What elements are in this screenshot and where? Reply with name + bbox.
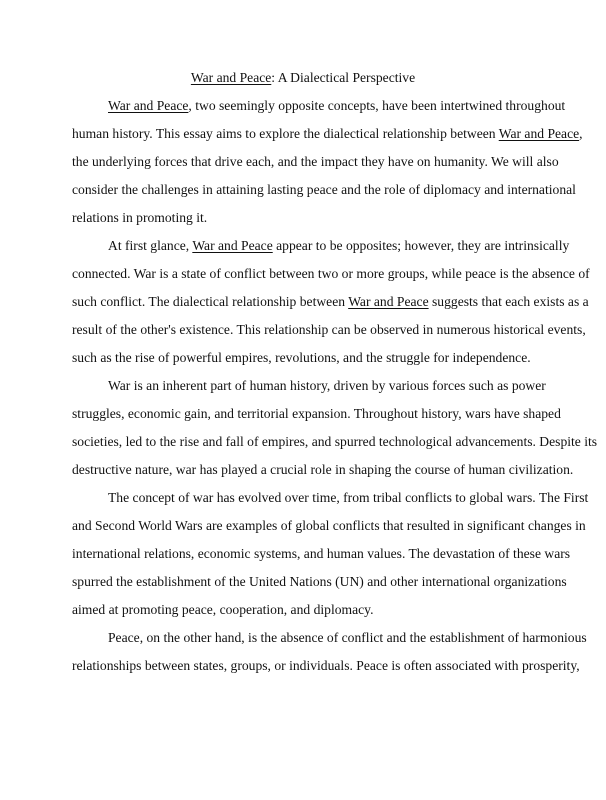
text-line bbox=[72, 232, 570, 260]
text-line bbox=[72, 428, 598, 456]
text-run: relations in promoting it. bbox=[72, 210, 208, 225]
text-line bbox=[72, 400, 561, 428]
text-line bbox=[72, 260, 590, 288]
text-run: , two seemingly opposite concepts, have been intertwined throughout bbox=[188, 98, 566, 113]
text-run: destructive nature, war has played a crucial role in shaping the course of human civilization. bbox=[72, 462, 574, 477]
text-run: suggests that each exists as a bbox=[428, 294, 589, 309]
text-line bbox=[72, 176, 576, 204]
document-page bbox=[72, 64, 598, 680]
text-line bbox=[72, 204, 534, 232]
text-run: the underlying forces that drive each, and the impact they have on humanity. We will also bbox=[72, 154, 559, 169]
text-line bbox=[72, 484, 589, 512]
text-run: result of the other's existence. This relationship can be observed in numerous historical events, bbox=[72, 322, 586, 337]
text-line bbox=[72, 372, 546, 400]
text-line bbox=[72, 512, 586, 540]
paragraph bbox=[72, 484, 589, 624]
text-run: international relations, economic systems, and human values. The devastation of these wars bbox=[72, 546, 571, 561]
text-run: aimed at promoting peace, cooperation, and diplomacy. bbox=[72, 602, 374, 617]
text-line bbox=[72, 120, 583, 148]
text-run: relationships between states, groups, or individuals. Peace is often associated with prosperity, bbox=[72, 658, 580, 673]
title-underlined-text: War and Peace bbox=[190, 70, 272, 85]
document-body bbox=[72, 92, 598, 680]
text-run: such conflict. The dialectical relationship between bbox=[72, 294, 349, 309]
underlined-phrase: War and Peace bbox=[108, 98, 189, 113]
text-run: spurred the establishment of the United Nations (UN) and other international organizations bbox=[72, 574, 567, 589]
paragraph bbox=[72, 624, 587, 680]
text-run: human history. This essay aims to explore the dialectical relationship between bbox=[72, 126, 499, 141]
text-line bbox=[72, 624, 587, 652]
text-run: consider the challenges in attaining lasting peace and the role of diplomacy and international bbox=[72, 182, 576, 197]
text-line bbox=[72, 596, 534, 624]
text-run: At first glance, bbox=[108, 238, 193, 253]
text-line bbox=[72, 92, 566, 120]
document-title bbox=[72, 64, 534, 92]
text-line bbox=[72, 288, 589, 316]
paragraph bbox=[72, 372, 598, 484]
text-line bbox=[72, 456, 574, 484]
text-run: societies, led to the rise and fall of empires, and spurred technological advancements. Despite its bbox=[72, 434, 598, 449]
underlined-phrase: War and Peace bbox=[192, 238, 273, 253]
text-line bbox=[72, 148, 559, 176]
text-line bbox=[72, 652, 580, 680]
text-line bbox=[72, 568, 567, 596]
paragraph bbox=[72, 232, 590, 372]
text-line bbox=[72, 316, 586, 344]
text-run: , bbox=[579, 126, 583, 141]
title-rest-text: : A Dialectical Perspective bbox=[271, 70, 416, 85]
paragraph bbox=[72, 92, 583, 232]
text-run: and Second World Wars are examples of global conflicts that resulted in significant changes in bbox=[72, 518, 586, 533]
text-line bbox=[72, 344, 534, 372]
text-run: appear to be opposites; however, they are intrinsically bbox=[272, 238, 570, 253]
text-run: War is an inherent part of human history, driven by various forces such as power bbox=[108, 378, 546, 393]
text-run: struggles, economic gain, and territorial expansion. Throughout history, wars have shaped bbox=[72, 406, 561, 421]
text-run: such as the rise of powerful empires, revolutions, and the struggle for independence. bbox=[72, 350, 531, 365]
underlined-phrase: War and Peace bbox=[348, 294, 429, 309]
text-run: connected. War is a state of conflict between two or more groups, while peace is the absence of bbox=[72, 266, 590, 281]
text-run: The concept of war has evolved over time, from tribal conflicts to global wars. The First bbox=[108, 490, 589, 505]
text-line bbox=[72, 540, 571, 568]
text-run: Peace, on the other hand, is the absence of conflict and the establishment of harmonious bbox=[108, 630, 587, 645]
underlined-phrase: War and Peace bbox=[498, 126, 580, 141]
